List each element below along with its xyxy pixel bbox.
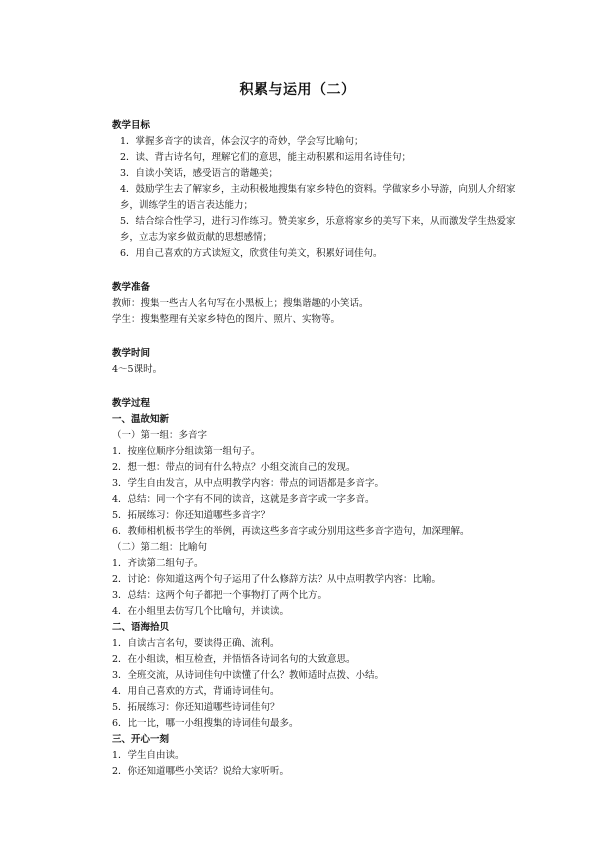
goals-heading: 教学目标: [112, 120, 151, 131]
group1-item: 1．按座位顺序分组读第一组句子。: [112, 446, 261, 457]
goal-item: 3．自读小笑话，感受语言的谐趣美；: [120, 168, 279, 179]
document-body: [112, 118, 530, 780]
page-title: 积累与运用（二）: [239, 82, 356, 98]
group2-item: 4．在小组里去仿写几个比喻句，并读读。: [112, 606, 290, 617]
time-heading: 教学时间: [112, 348, 151, 359]
goal-item: 6．用自己喜欢的方式读短文，欣赏佳句美文，积累好词佳句。: [120, 248, 383, 259]
part2-item: 5．拓展练习：你还知道哪些诗词佳句？: [112, 702, 280, 713]
time-value: 4～5课时。: [112, 364, 163, 375]
group1-title: （一）第一组：多音字: [112, 430, 208, 441]
prep-teacher: 教师：搜集一些古人名句写在小黑板上；搜集谐趣的小笑话。: [112, 298, 369, 309]
goal-item: 5．结合综合性学习，进行习作练习。赞美家乡，乐意将家乡的美写下来，从而激发学生热爱家乡，立志为家乡做贡献的思想感情；: [120, 216, 516, 243]
group2-title: （二）第二组：比喻句: [112, 542, 208, 553]
group2-item: 3．总结：这两个句子都把一个事物打了两个比方。: [112, 590, 328, 601]
part2-heading: 二、语海拾贝: [112, 622, 170, 633]
part1-heading: 一、温故知新: [112, 414, 170, 425]
group1-item: 5．拓展练习：你还知道哪些多音字？: [112, 510, 271, 521]
group1-item: 2．想一想：带点的词有什么特点？小组交流自己的发现。: [112, 462, 356, 473]
part2-item: 4．用自己喜欢的方式，背诵诗词佳句。: [112, 686, 280, 697]
part3-item: 1．学生自由读。: [112, 750, 185, 761]
group1-item: 3．学生自由发言，从中点明教学内容：带点的词语都是多音字。: [112, 478, 385, 489]
group2-item: 2．讨论：你知道这两个句子运用了什么修辞方法？从中点明教学内容：比喻。: [112, 574, 442, 585]
part2-item: 6．比一比，哪一小组搜集的诗词佳句最多。: [112, 718, 299, 729]
group1-item: 4．总结：同一个字有不同的读音，这就是多音字或一字多音。: [112, 494, 375, 505]
prep-student: 学生：搜集整理有关家乡特色的图片、照片、实物等。: [112, 314, 341, 325]
part3-heading: 三、开心一刻: [112, 734, 170, 745]
goal-item: 2．读、背古诗名句，理解它们的意思，能主动积累和运用名诗佳句；: [120, 152, 412, 163]
prep-heading: 教学准备: [112, 282, 151, 293]
goal-item: 4．鼓励学生去了解家乡，主动积极地搜集有家乡特色的资料。学做家乡小导游，向别人介绍家乡，训练学生的语言表达能力；: [120, 184, 516, 211]
part3-item: 2．你还知道哪些小笑话？说给大家听听。: [112, 766, 290, 777]
part2-item: 3．全班交流，从诗词佳句中读懂了什么？教师适时点拨、小结。: [112, 670, 385, 681]
process-heading: 教学过程: [112, 398, 151, 409]
group1-item: 6．教师相机板书学生的举例，再读这些多音字或分别用这些多音字造句，加深理解。: [112, 526, 470, 537]
goal-item: 1．掌握多音字的读音，体会汉字的奇妙，学会写比喻句；: [120, 136, 364, 147]
group2-item: 1．齐读第二组句子。: [112, 558, 204, 569]
part2-item: 2．在小组读，相互检查，并悟悟各诗词名句的大致意思。: [112, 654, 356, 665]
part2-item: 1．自读古言名句，要读得正确、流利。: [112, 638, 280, 649]
